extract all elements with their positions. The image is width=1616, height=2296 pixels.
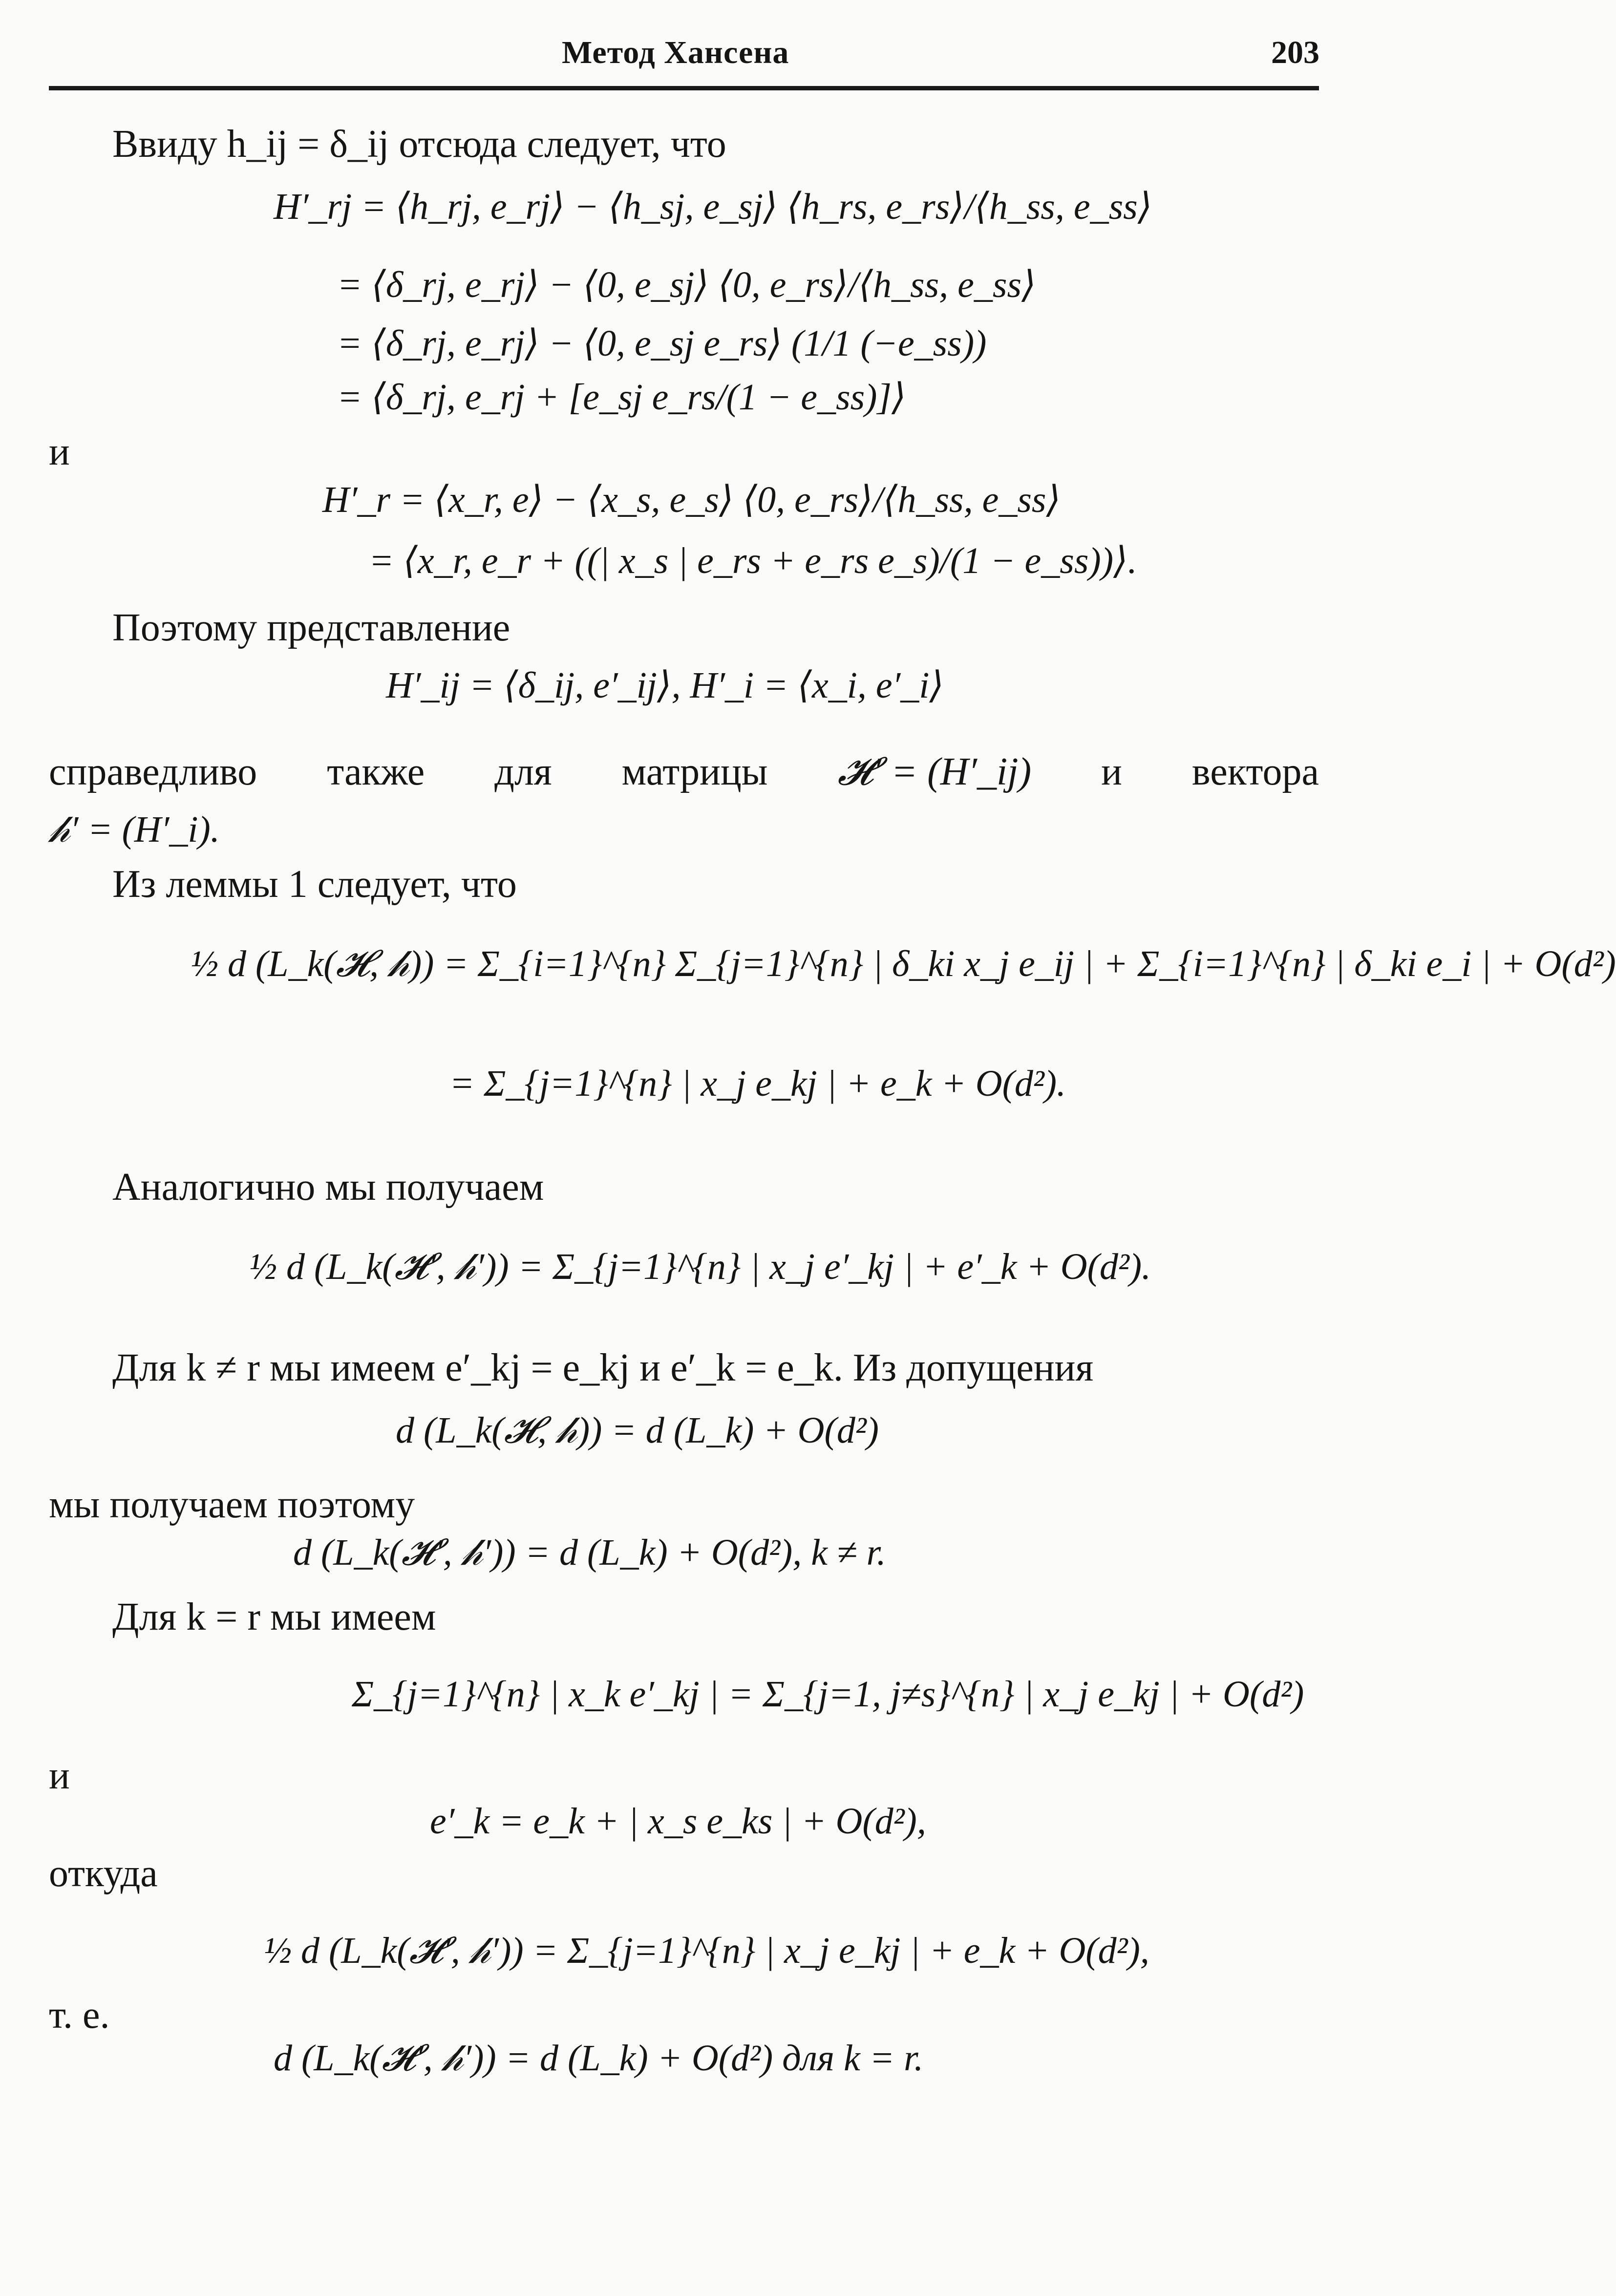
text-line: Поэтому представление: [112, 606, 510, 649]
connective-word: и: [49, 430, 70, 473]
word: матрицы: [621, 750, 768, 793]
equation-line: ½ d (L_k(𝓗′, 𝒽′)) = Σ_{j=1}^{n} | x_j e_kj | + e_k + O(d²),: [264, 1930, 1149, 1971]
word: вектора: [1191, 750, 1319, 793]
text-line: т. е.: [49, 1994, 110, 2037]
text-line: откуда: [49, 1852, 158, 1895]
running-header: Метод Хансена: [562, 35, 789, 70]
equation-line: 𝒽′ = (H′_i).: [49, 809, 220, 850]
text-line: Для k ≠ r мы имеем e′_kj = e_kj и e′_k = e_k. Из допущения: [112, 1346, 1094, 1389]
equation-line: d (L_k(𝓗′, 𝒽′)) = d (L_k) + O(d²) для k = r.: [274, 2038, 924, 2079]
justified-text-line: [49, 745, 1319, 799]
equation-line: Σ_{j=1}^{n} | x_k e′_kj | = Σ_{j=1, j≠s}^{n} | x_j e_kj | + O(d²): [352, 1674, 1304, 1715]
equation-line: = Σ_{j=1}^{n} | x_j e_kj | + e_k + O(d²).: [449, 1063, 1066, 1104]
equation-line: = ⟨δ_rj, e_rj + [e_sj e_rs/(1 − e_ss)]⟩: [337, 377, 906, 418]
equation-line: H′_ij = ⟨δ_ij, e′_ij⟩, H′_i = ⟨x_i, e′_i⟩: [386, 665, 944, 706]
word: для: [494, 750, 552, 793]
equation-line: = ⟨δ_rj, e_rj⟩ − ⟨0, e_sj⟩ ⟨0, e_rs⟩/⟨h_ss, e_ss⟩: [337, 264, 1036, 305]
equation-line: e′_k = e_k + | x_s e_ks | + O(d²),: [430, 1801, 926, 1842]
word: также: [327, 750, 425, 793]
equation-line: ½ d (L_k(𝓗, 𝒽)) = Σ_{i=1}^{n} Σ_{j=1}^{n} | δ_ki x_j e_ij | + Σ_{i=1}^{n} | δ_ki e_i | + O(d²): [191, 943, 1616, 984]
word: и: [1101, 750, 1122, 793]
word: справедливо: [49, 750, 257, 793]
text-line: мы получаем поэтому: [49, 1483, 415, 1526]
equation-line: = ⟨δ_rj, e_rj⟩ − ⟨0, e_sj e_rs⟩ (1/1 (−e_ss)): [337, 323, 987, 364]
equation-line: ½ d (L_k(𝓗′, 𝒽′)) = Σ_{j=1}^{n} | x_j e′_kj | + e′_k + O(d²).: [249, 1246, 1151, 1287]
header-rule: [49, 86, 1319, 90]
word: 𝓗′ = (H′_ij): [837, 750, 1032, 793]
connective-word: и: [49, 1754, 70, 1797]
text-line: Аналогично мы получаем: [112, 1166, 544, 1209]
equation-line: H′_r = ⟨x_r, e⟩ − ⟨x_s, e_s⟩ ⟨0, e_rs⟩/⟨h_ss, e_ss⟩: [322, 479, 1061, 520]
equation-line: H′_rj = ⟨h_rj, e_rj⟩ − ⟨h_sj, e_sj⟩ ⟨h_rs, e_rs⟩/⟨h_ss, e_ss⟩: [274, 186, 1152, 227]
text-line: Для k = r мы имеем: [112, 1595, 436, 1638]
equation-line: d (L_k(𝓗′, 𝒽′)) = d (L_k) + O(d²), k ≠ r.: [293, 1532, 886, 1573]
equation-line: = ⟨x_r, e_r + ((| x_s | e_rs + e_rs e_s)/(1 − e_ss))⟩.: [369, 540, 1137, 581]
text-line: Из леммы 1 следует, что: [112, 863, 517, 906]
equation-line: d (L_k(𝓗, 𝒽)) = d (L_k) + O(d²): [396, 1410, 879, 1451]
text-line: Ввиду h_ij = δ_ij отсюда следует, что: [112, 123, 726, 166]
page-number: 203: [1271, 35, 1319, 70]
